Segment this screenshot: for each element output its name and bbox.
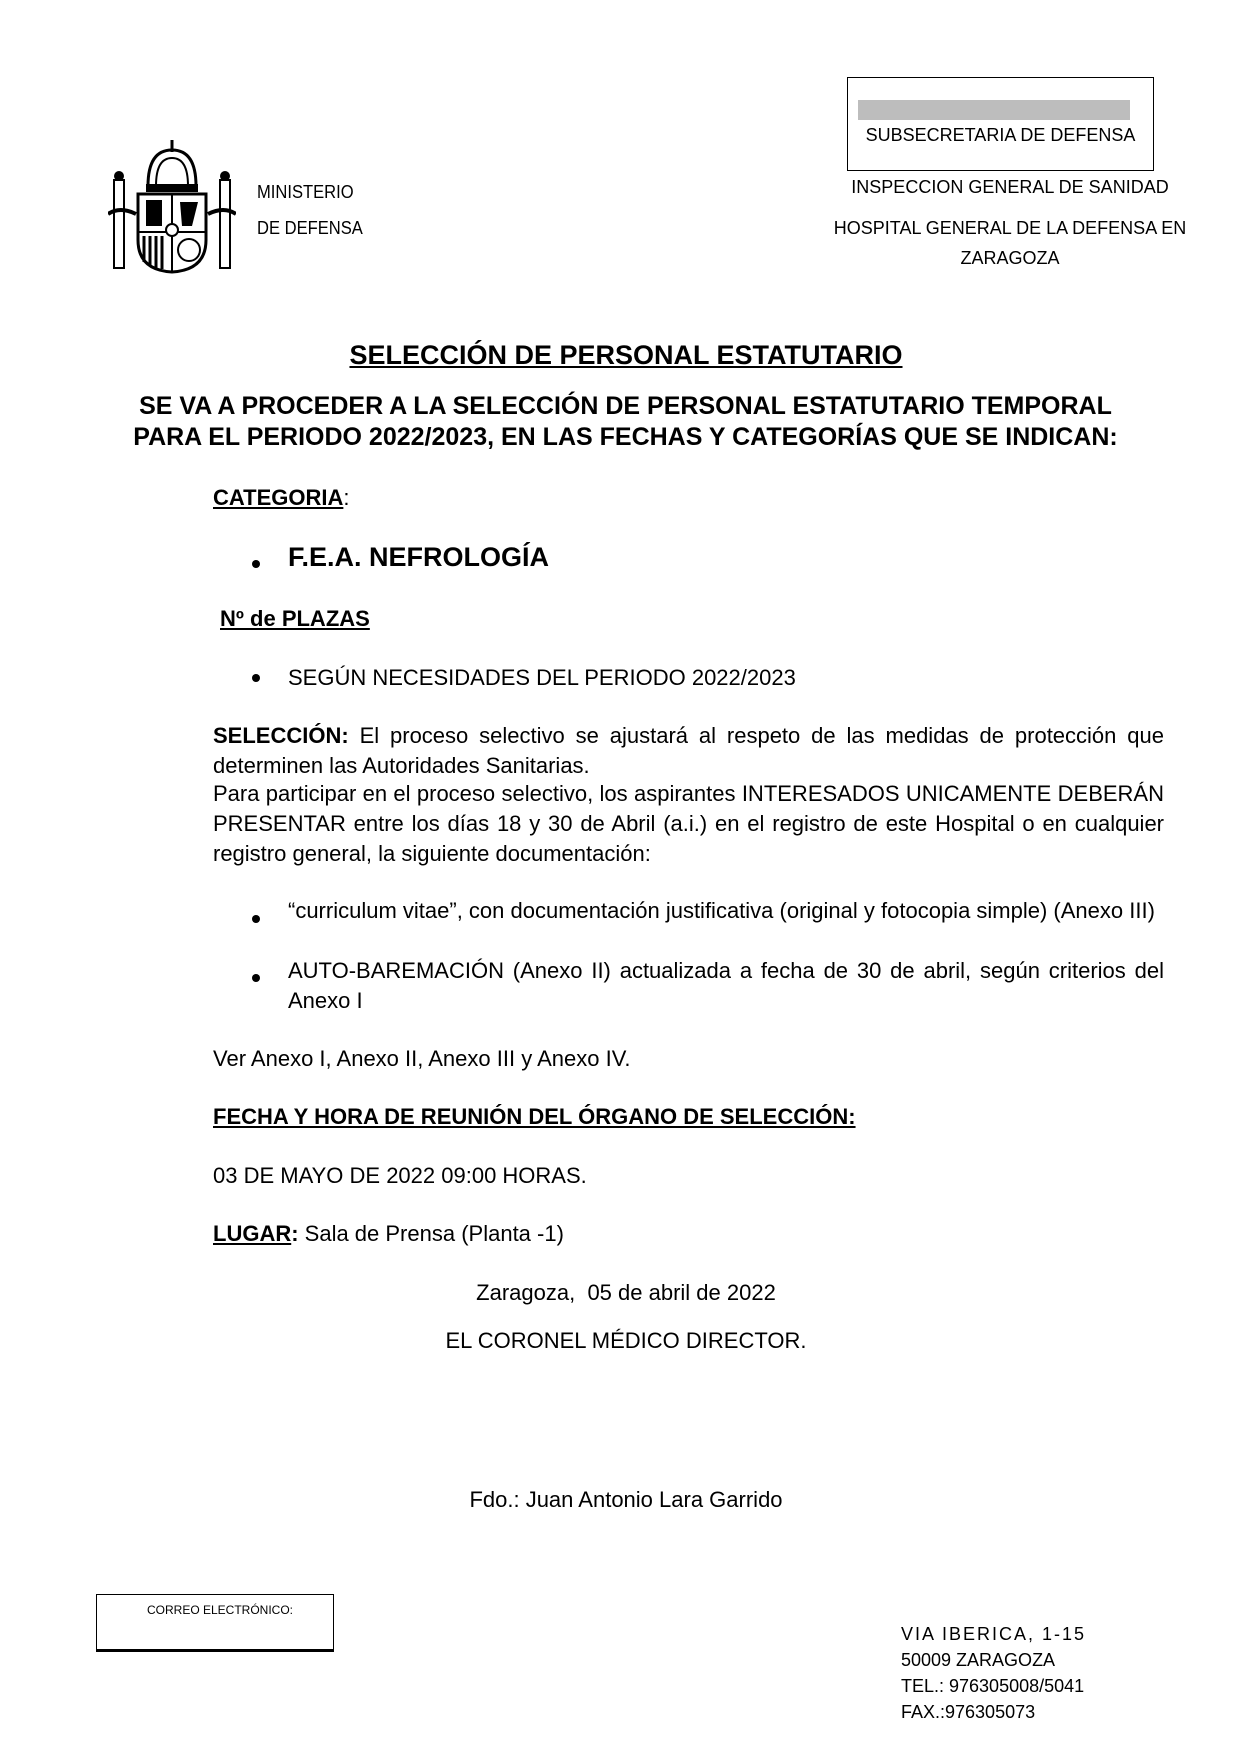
doc-item-2: AUTO-BAREMACIÓN (Anexo II) actualizada a fecha de 30 de abril, según criterios del Anexo I (288, 958, 1164, 1013)
redacted-bar (858, 100, 1130, 120)
address-line-2: 50009 ZARAGOZA (901, 1650, 1056, 1670)
place-line (213, 1219, 564, 1249)
signature-line: Fdo.: Juan Antonio Lara Garrido (469, 1487, 783, 1512)
seleccion-text1: El proceso selectivo se ajustará al respeto de las medidas de protección que determinen las Autoridades Sanitarias. (213, 723, 1164, 778)
email-box (96, 1594, 334, 1652)
meeting-datetime: 03 DE MAYO DE 2022 09:00 HORAS. (213, 1163, 587, 1188)
bullet-icon (252, 674, 260, 682)
ministry-line1: MINISTERIO (257, 182, 354, 202)
subtitle-line2: PARA EL PERIODO 2022/2023, EN LAS FECHAS Y CATEGORÍAS QUE SE INDICAN: (133, 423, 1118, 451)
place-colon: : (291, 1221, 299, 1246)
seleccion-paragraph (213, 721, 1164, 781)
inspection-label: INSPECCION GENERAL DE SANIDAD (851, 177, 1169, 197)
subtitle-line1: SE VA A PROCEDER A LA SELECCIÓN DE PERSONAL ESTATUTARIO TEMPORAL (139, 392, 1112, 420)
categoria-label: CATEGORIA (213, 485, 344, 510)
place-value: Sala de Prensa (Planta -1) (298, 1221, 564, 1246)
ministry-line2: DE DEFENSA (257, 218, 363, 238)
signer-title: EL CORONEL MÉDICO DIRECTOR. (445, 1328, 807, 1353)
place-label: LUGAR (213, 1221, 292, 1246)
categoria-colon: : (343, 485, 350, 510)
doc-item-1: “curriculum vitae”, con documentación justificativa (original y fotocopia simple) (Anexo III) (288, 898, 1155, 923)
email-label: CORREO ELECTRÓNICO: (147, 1603, 294, 1617)
plazas-item: SEGÚN NECESIDADES DEL PERIODO 2022/2023 (288, 665, 796, 690)
bullet-icon (252, 974, 260, 982)
address-line-1: VIA IBERICA, 1-15 (901, 1624, 1087, 1644)
participation-paragraph: Para participar en el proceso selectivo, los aspirantes INTERESADOS UNICAMENTE DEBERÁN PRESENTAR entre los días 18 y 30 de Abril (a.i.) en el registro de este Hospital o en cualquier registro general, la siguiente documentación: (213, 781, 1164, 866)
fax-line: FAX.:976305073 (901, 1702, 1036, 1722)
seleccion-label: SELECCIÓN: (213, 723, 349, 748)
plazas-label: Nº de PLAZAS (220, 606, 370, 631)
categoria-item: F.E.A. NEFROLOGÍA (288, 542, 550, 572)
categoria-heading (213, 483, 350, 513)
bullet-icon (252, 560, 260, 568)
phone-line: TEL.: 976305008/5041 (901, 1676, 1085, 1696)
hospital-line2: ZARAGOZA (960, 248, 1060, 268)
annex-note: Ver Anexo I, Anexo II, Anexo III y Anexo IV. (213, 1046, 631, 1071)
meeting-label: FECHA Y HORA DE REUNIÓN DEL ÓRGANO DE SELECCIÓN: (213, 1104, 856, 1129)
header-box (847, 77, 1154, 171)
bullet-icon (252, 915, 260, 923)
coat-of-arms-logo (108, 140, 236, 275)
hospital-line1: HOSPITAL GENERAL DE LA DEFENSA EN (833, 218, 1187, 238)
date-line: Zaragoza, 05 de abril de 2022 (476, 1280, 776, 1305)
subsecretaria-label: SUBSECRETARIA DE DEFENSA (865, 125, 1136, 145)
page-title: SELECCIÓN DE PERSONAL ESTATUTARIO (349, 340, 903, 370)
